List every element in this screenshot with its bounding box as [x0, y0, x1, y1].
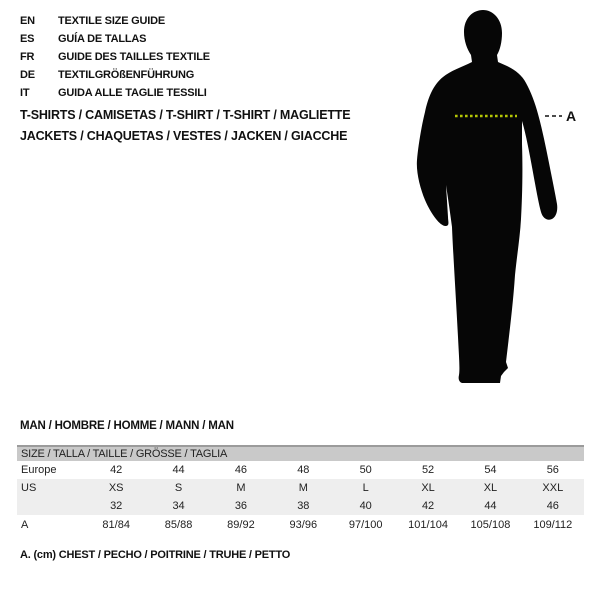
size-table-header-row — [17, 446, 584, 461]
size-cell: 42 — [110, 464, 123, 476]
language-row-it — [20, 84, 210, 102]
size-cell: XXL — [522, 479, 584, 497]
language-title: TEXTILGRÖßENFÜHRUNG — [58, 69, 195, 81]
row-label: US — [17, 479, 85, 497]
row-label: A — [21, 518, 29, 531]
size-cell: XL — [459, 479, 521, 497]
size-cell: 46 — [234, 464, 248, 476]
size-cell: 81/84 — [102, 518, 130, 531]
size-cell: 56 — [546, 464, 559, 476]
size-cell: 48 — [297, 464, 310, 476]
size-cell: 46 — [522, 497, 584, 515]
size-table — [17, 445, 584, 534]
size-cell: 54 — [484, 464, 497, 476]
size-table-wrap — [17, 445, 584, 534]
size-cell: 109/112 — [533, 518, 573, 531]
size-cell: 85/88 — [164, 518, 193, 531]
size-cell: 97/100 — [348, 518, 383, 531]
language-code: ES — [20, 33, 35, 45]
size-cell: XL — [397, 479, 459, 497]
size-cell: 44 — [172, 464, 185, 476]
table-row-us-numbers — [17, 497, 584, 515]
category-tshirts: T-SHIRTS / CAMISETAS / T-SHIRT / T-SHIRT / MAGLIETTE — [20, 108, 351, 122]
table-row-europe — [17, 461, 584, 479]
man-silhouette — [403, 6, 578, 388]
table-row-us-letters — [17, 479, 584, 497]
row-label — [17, 497, 85, 515]
size-cell: 40 — [335, 497, 397, 515]
size-cell: M — [210, 479, 272, 497]
man-silhouette-shape — [417, 10, 557, 383]
size-cell: 32 — [85, 497, 147, 515]
size-cell: 50 — [359, 464, 372, 476]
size-cell: S — [147, 479, 209, 497]
language-title: GUIDE DES TAILLES TEXTILE — [58, 51, 210, 63]
language-code: IT — [20, 87, 30, 99]
man-silhouette-figure — [403, 6, 578, 388]
size-table-header: SIZE / TALLA / TAILLE / GRÖSSE / TAGLIA — [17, 446, 584, 461]
measure-footnote: A. (cm) CHEST / PECHO / POITRINE / TRUHE / PETTO — [20, 549, 291, 561]
language-title: GUÍA DE TALLAS — [58, 33, 147, 45]
size-cell: 105/108 — [470, 518, 511, 531]
language-row-de — [20, 66, 210, 84]
category-jackets: JACKETS / CHAQUETAS / VESTES / JACKEN / GIACCHE — [20, 129, 348, 143]
table-row-chest-cm — [17, 515, 584, 534]
size-cell: 36 — [210, 497, 272, 515]
size-cell: 93/96 — [289, 518, 318, 531]
language-code: EN — [20, 15, 35, 27]
size-cell: L — [335, 479, 397, 497]
language-title: TEXTILE SIZE GUIDE — [58, 15, 166, 27]
size-cell: 42 — [397, 497, 459, 515]
size-cell: 89/92 — [227, 518, 255, 531]
language-row-en — [20, 12, 210, 30]
section-title: MAN / HOMBRE / HOMME / MANN / MAN — [20, 420, 234, 432]
size-cell: 101/104 — [408, 518, 448, 531]
size-cell: 38 — [272, 497, 334, 515]
language-code: DE — [20, 69, 35, 81]
language-code: FR — [20, 51, 35, 63]
size-cell: 44 — [459, 497, 521, 515]
measure-label-a: A — [566, 108, 577, 124]
row-label: Europe — [21, 464, 57, 476]
size-cell: 52 — [421, 464, 435, 476]
language-row-fr — [20, 48, 210, 66]
category-block — [20, 105, 350, 147]
language-row-es — [20, 30, 210, 48]
size-cell: M — [272, 479, 334, 497]
size-cell: XS — [85, 479, 147, 497]
language-title-block — [20, 12, 210, 102]
language-title: GUIDA ALLE TAGLIE TESSILI — [58, 87, 207, 99]
size-cell: 34 — [147, 497, 209, 515]
